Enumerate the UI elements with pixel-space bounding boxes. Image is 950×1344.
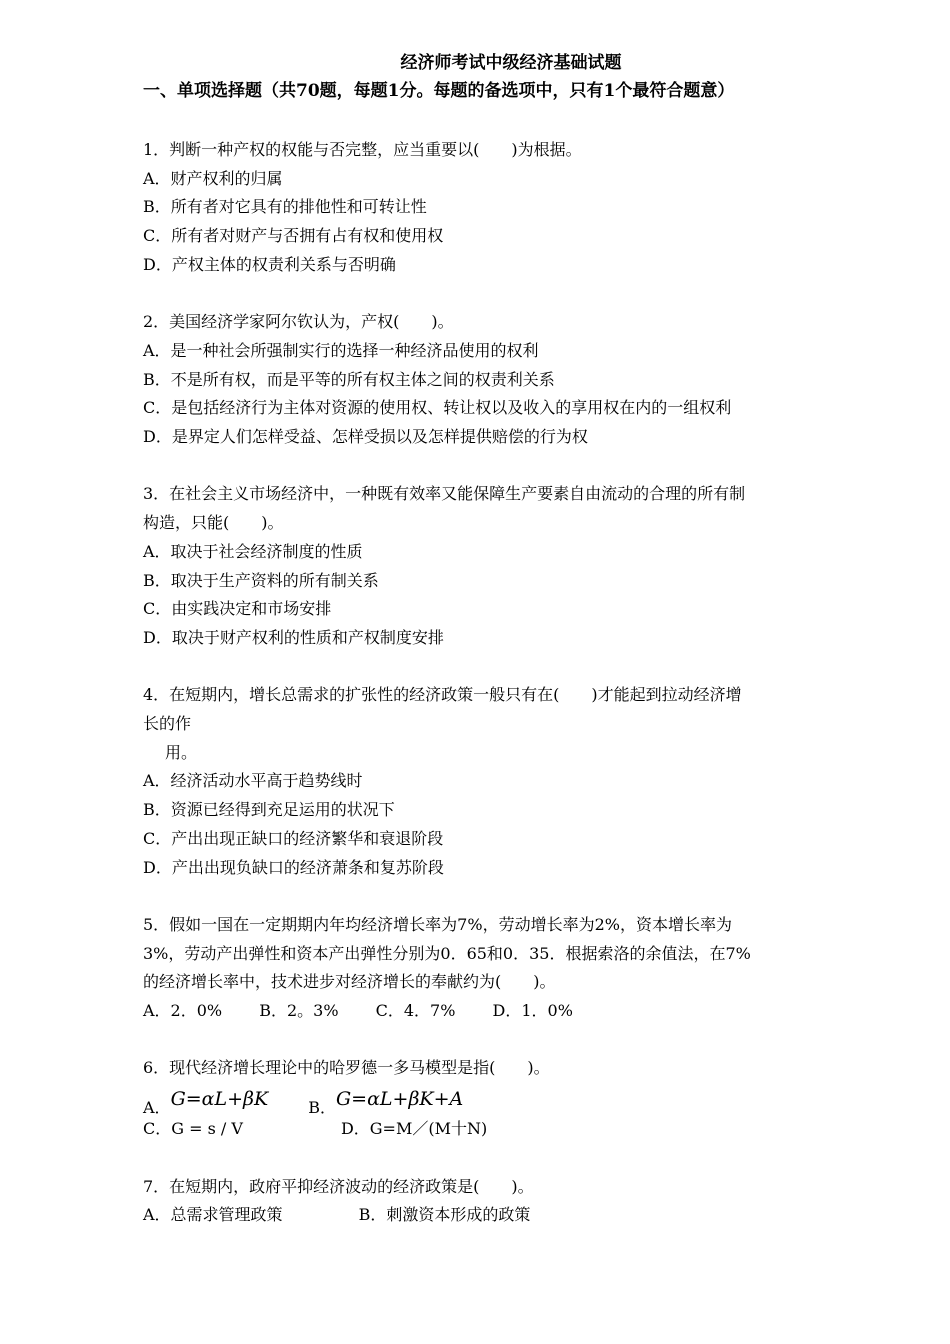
formula-options-row [143,1083,873,1118]
options-row: A．2．0% B．2。3% C．4．7% D．1．0% [143,1001,573,1021]
question-stem: 1．判断一种产权的权能与否完整，应当重要以( )为根据。 [143,140,582,159]
option-b: B．刺激资本形成的政策 [358,1205,531,1225]
option-a: A．总需求管理政策 [143,1205,283,1225]
option-c: C．由实践决定和市场安排 [143,599,332,619]
question-1 [143,136,873,280]
question-7 [143,1173,873,1230]
question-stem-line-2: 长的作 [143,714,192,734]
option-b: B．不是所有权，而是平等的所有权主体之间的权责利关系 [143,369,555,389]
option-b: B．资源已经得到充足运用的状况下 [143,800,395,820]
question-stem: 2．美国经济学家阿尔钦认为，产权( )。 [143,312,454,332]
question-stem-line-3: 用。 [165,742,198,762]
option-d: D．G=M／(M十N) [340,1119,488,1139]
option-d: D．产权主体的权责利关系与否明确 [143,254,396,274]
option-d: D．是界定人们怎样受益、怎样受损以及怎样提供赔偿的行为权 [143,427,588,447]
question-5 [143,911,873,1026]
question-2 [143,308,873,452]
document-title: 经济师考试中级经济基础试题 [400,53,622,73]
option-b: B．取决于生产资料的所有制关系 [143,570,379,590]
option-d: D．取决于财产权利的性质和产权制度安排 [143,627,444,647]
question-list [143,136,873,1259]
options-row-ab [143,1201,873,1230]
question-stem-line-3: 的经济增长率中，技术进步对经济增长的奉献约为( )。 [143,972,556,992]
option-b-formula: G=αL+βK+A [335,1088,464,1111]
question-stem-line-1: 3．在社会主义市场经济中，一种既有效率又能保障生产要素自由流动的合理的所有制 [143,484,746,504]
option-a: A．是一种社会所强制实行的选择一种经济品使用的权利 [143,340,539,360]
question-6 [143,1054,873,1143]
question-4 [143,681,873,882]
option-a: A．财产权利的归属 [143,168,283,188]
option-b-label: B． [308,1098,336,1118]
question-stem: 7．在短期内，政府平抑经济波动的经济政策是( )。 [143,1176,534,1196]
option-c: C．G = s / V [143,1119,243,1139]
option-b: B．所有者对它具有的排他性和可转让性 [143,197,427,217]
option-a-formula: G=αL+βK [170,1088,269,1111]
question-stem-line-2: 构造，只能( )。 [143,513,284,533]
option-a: A．经济活动水平高于趋势线时 [143,771,363,791]
question-stem: 6．现代经济增长理论中的哈罗德一多马模型是指( )。 [143,1058,550,1078]
option-c: C．产出出现正缺口的经济繁华和衰退阶段 [143,828,444,848]
option-c: C．所有者对财产与否拥有占有权和使用权 [143,226,444,246]
question-stem-line-1: 4．在短期内，增长总需求的扩张性的经济政策一般只有在( )才能起到拉动经济增 [143,685,742,705]
question-stem-line-2: 3%，劳动产出弹性和资本产出弹性分别为0．65和0．35．根据索洛的余值法，在7% [143,943,751,963]
option-a: A．取决于社会经济制度的性质 [143,541,363,561]
option-a-label: A． [143,1098,171,1118]
option-c: C．是包括经济行为主体对资源的使用权、转让权以及收入的享用权在内的一组权利 [143,398,732,418]
section-heading: 一、单项选择题（共70题，每题1分。每题的备选项中，只有1个最符合题意） [143,81,735,101]
question-3 [143,480,873,652]
options-row-cd [143,1115,873,1144]
question-stem-line-1: 5．假如一国在一定期期内年均经济增长率为7%，劳动增长率为2%，资本增长率为 [143,914,732,934]
option-d: D．产出出现负缺口的经济萧条和复苏阶段 [143,857,444,877]
